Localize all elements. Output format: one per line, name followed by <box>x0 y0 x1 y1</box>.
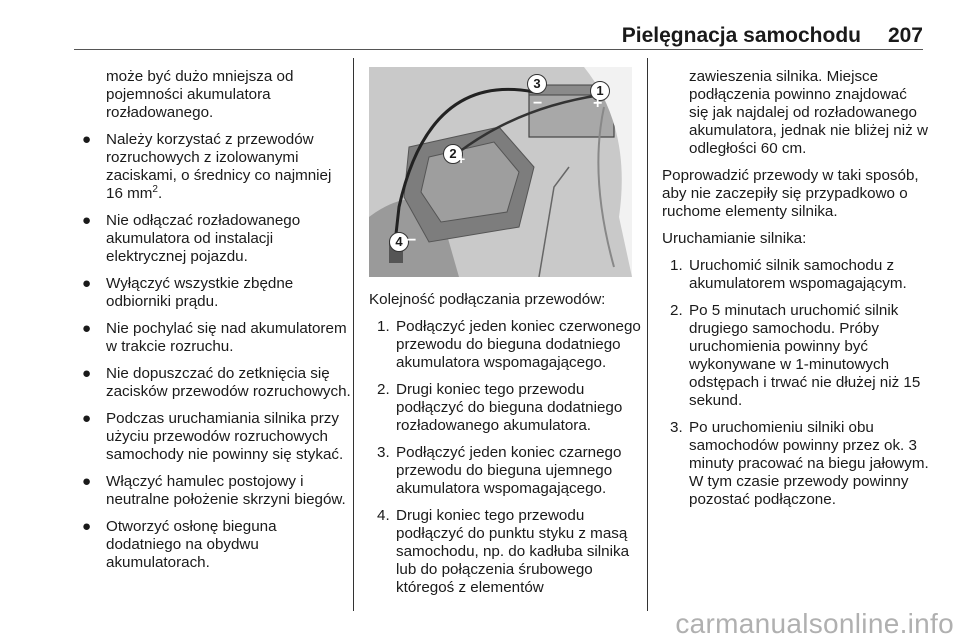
callout-1: 1 <box>590 81 610 101</box>
column-left <box>79 68 351 572</box>
bullet-icon: ● <box>82 131 92 148</box>
list-item: 3. Podłączyć jeden koniec czarnego przewodu do bieguna ujemnego akumulatora wspomagającego. <box>377 444 622 497</box>
callout-3: 3 <box>527 74 547 94</box>
list-item: ● Nie dopuszczać do zetknięcia się zacisków przewodów rozruchowych. <box>82 365 351 400</box>
jump-start-illustration <box>369 67 632 277</box>
list-item: 4. Drugi koniec tego przewodu podłączyć do punktu styku z masą samochodu, np. do kadłuba silnika lub do połączenia śrubowego któregoś z elementów <box>377 507 630 596</box>
bullet-icon: ● <box>82 275 92 292</box>
header-rule <box>74 49 923 50</box>
list-item: ● Nie odłączać rozładowanego akumulatora od instalacji elektrycznej pojazdu. <box>82 212 301 265</box>
subheading: Uruchamianie silnika: <box>662 230 807 247</box>
list-item: ● Podczas uruchamiania silnika przy użyciu przewodów rozruchowych samochody nie powinny się stykać. <box>82 410 344 463</box>
bullet-icon: ● <box>82 212 92 229</box>
list-item: 2. Drugi koniec tego przewodu podłączyć do bieguna dodatniego rozładowanego akumulatora. <box>377 381 623 434</box>
list-item: ● Nie pochylać się nad akumulatorem w trakcie rozruchu. <box>82 320 347 355</box>
page-number: 207 <box>887 24 923 47</box>
bullet-icon: ● <box>82 518 92 535</box>
continuation-text: może być dużo mniejsza od pojemności akumulatora rozładowanego. <box>106 68 294 121</box>
list-item: ● Należy korzystać z przewodów rozruchowych z izolowanymi zaciskami, o średnicy co najmniej 16 $mm^2$. <box>82 131 332 202</box>
page-header <box>0 0 960 52</box>
list-item: 1. Podłączyć jeden koniec czerwonego przewodu do bieguna dodatniego akumulatora wspomagającego. <box>377 318 641 371</box>
column-divider <box>353 58 354 611</box>
callout-4: 4 <box>389 232 409 252</box>
list-item: ● Wyłączyć wszystkie zbędne odbiorniki prądu. <box>82 275 294 310</box>
column-middle <box>369 291 641 597</box>
paragraph: Poprowadzić przewody w taki sposób, aby nie zaczepiły się przypadkowo o ruchome elementy silnika. <box>662 167 919 220</box>
column-divider <box>647 58 648 611</box>
list-item: 2. Po 5 minutach uruchomić silnik drugiego samochodu. Próby uruchomienia powinny być wykonywane w 1-minutowych odstępach i trwać nie dłużej niż 15 sekund. <box>670 302 921 409</box>
plus-symbol: + <box>457 151 466 167</box>
bullet-icon: ● <box>82 320 92 337</box>
continuation-text: zawieszenia silnika. Miejsce podłączenia powinno znajdować się jak najdalej od rozładowanego akumulatora, jednak nie bliżej niż w odległości 60 cm. <box>689 68 928 157</box>
list-item: ● Otworzyć osłonę bieguna dodatniego na obydwu akumulatorach. <box>82 518 277 571</box>
watermark: carmanualsonline.info <box>675 608 954 639</box>
bullet-icon: ● <box>82 473 92 490</box>
bullet-icon: ● <box>82 365 92 382</box>
minus-symbol: − <box>407 232 417 249</box>
column-right <box>662 68 930 509</box>
bullet-icon: ● <box>82 410 92 427</box>
list-item: 1. Uruchomić silnik samochodu z akumulatorem wspomagającym. <box>670 257 907 292</box>
list-item: 3. Po uruchomieniu silniki obu samochodów powinny przez ok. 3 minuty pracować na biegu jałowym. W tym czasie przewody powinny pozostać podłączone. <box>670 419 929 508</box>
minus-symbol: − <box>533 95 543 112</box>
section-title: Pielęgnacja samochodu <box>621 24 861 47</box>
steps-intro: Kolejność podłączania przewodów: <box>369 291 606 308</box>
callout-2: 2 <box>443 144 463 164</box>
list-item: ● Włączyć hamulec postojowy i neutralne położenie skrzyni biegów. <box>82 473 346 508</box>
plus-symbol: + <box>593 95 603 112</box>
